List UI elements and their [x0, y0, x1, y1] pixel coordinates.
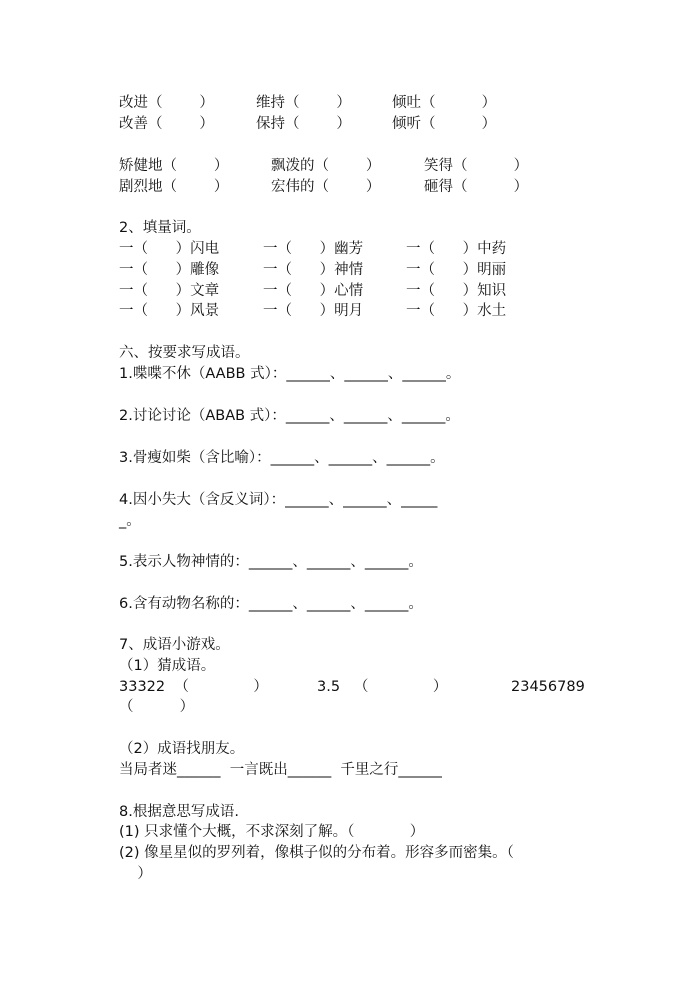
measure-blank: 一（ ）水土 [406, 303, 507, 319]
word-blank: 飘泼的（ ） [271, 158, 381, 174]
measure-blank: 一（ ）中药 [406, 241, 507, 257]
meaning-question: (2) 像星星似的罗列着，像棋子似的分布着。形容多而密集。（ [119, 845, 514, 861]
number-puzzle: 3.5 （ ） [317, 679, 448, 695]
word-blank: 改善（ ） [119, 116, 214, 132]
measure-blank: 一（ ）知识 [406, 283, 507, 299]
meaning-question: (1) 只求懂个大概，不求深刻了解。（ ） [119, 824, 425, 840]
idiom-question-cont: _。 [119, 513, 141, 529]
measure-blank: 一（ ）明月 [263, 303, 364, 319]
word-blank: 砸得（ ） [424, 179, 529, 195]
measure-blank: 一（ ）心情 [263, 283, 364, 299]
measure-blank: 一（ ）雕像 [119, 262, 220, 278]
idiom-question: 4.因小失大（含反义词）：______、______、_____ [119, 492, 438, 508]
measure-blank: 一（ ）幽芳 [263, 241, 364, 257]
section-title: 8.根据意思写成语. [119, 804, 239, 820]
word-blank: 笑得（ ） [424, 158, 529, 174]
word-blank: 维持（ ） [256, 95, 351, 111]
idiom-question: 6.含有动物名称的：______、______、______。 [119, 596, 423, 612]
measure-blank: 一（ ）风景 [119, 303, 220, 319]
meaning-question-cont: ） [119, 866, 152, 882]
word-blank: 倾吐（ ） [392, 95, 497, 111]
section-title: 2、填量词。 [119, 220, 201, 236]
word-blank: 改进（ ） [119, 95, 214, 111]
sub-title: （2）成语找朋友。 [119, 741, 245, 757]
measure-blank: 一（ ）神情 [263, 262, 364, 278]
idiom-question: 5.表示人物神情的：______、______、______。 [119, 554, 423, 570]
sub-title: （1）猜成语。 [119, 658, 216, 674]
idiom-question: 1.喋喋不休（AABB 式）：______、______、______。 [119, 366, 461, 382]
word-blank: 倾听（ ） [392, 116, 497, 132]
idiom-question: 2.讨论讨论（ABAB 式）：______、______、______。 [119, 408, 460, 424]
word-blank: 矫健地（ ） [119, 158, 229, 174]
measure-blank: 一（ ）明丽 [406, 262, 507, 278]
word-blank: 宏伟的（ ） [271, 179, 381, 195]
measure-blank: 一（ ）闪电 [119, 241, 220, 257]
word-blank: 保持（ ） [256, 116, 351, 132]
word-blank: 剧烈地（ ） [119, 179, 229, 195]
section-title: 7、成语小游戏。 [119, 637, 230, 653]
section-title: 六、按要求写成语。 [119, 345, 250, 361]
idiom-friends: 当局者迷______ 一言既出______ 千里之行______ [119, 762, 442, 778]
number-puzzle: 33322 （ ） [119, 679, 268, 695]
measure-blank: 一（ ）文章 [119, 283, 220, 299]
number-puzzle: 23456789 [511, 679, 585, 695]
idiom-question: 3.骨瘦如柴（含比喻）：______、______、______。 [119, 450, 445, 466]
number-puzzle-blank: （ ） [119, 699, 195, 715]
